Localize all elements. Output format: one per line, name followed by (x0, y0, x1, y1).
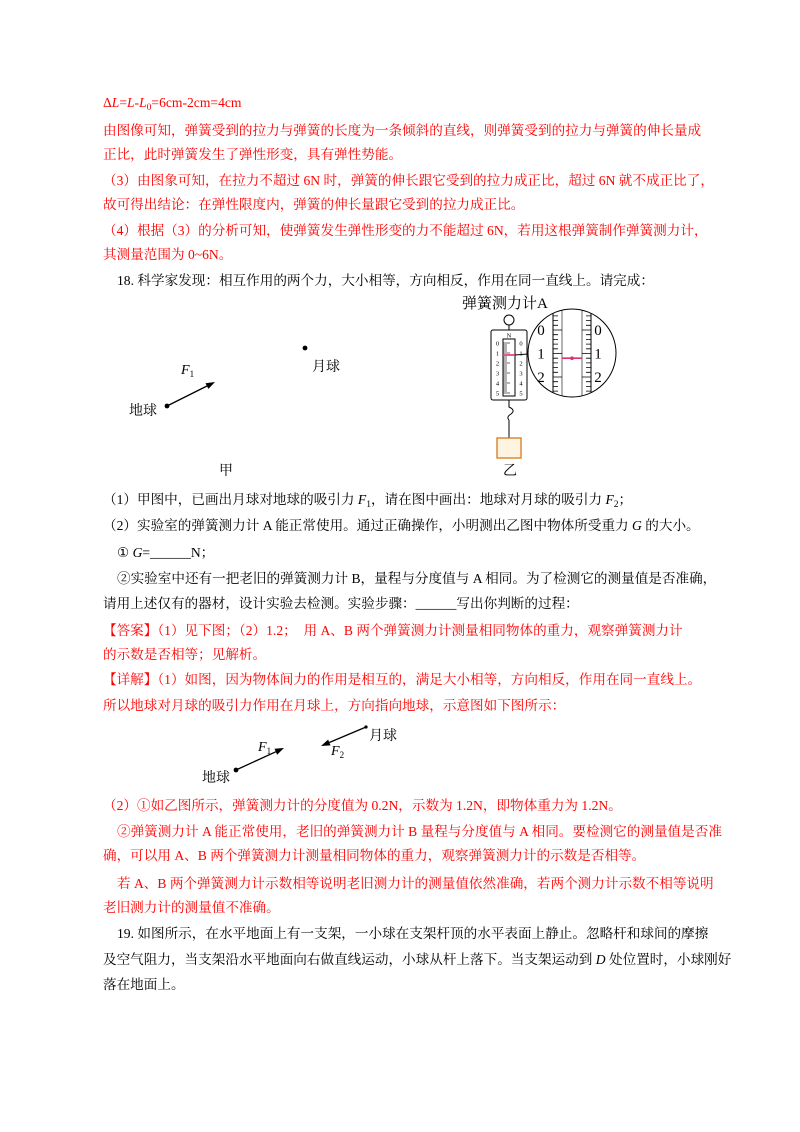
text-run: ① (117, 545, 133, 560)
force-symbol: F (181, 363, 190, 378)
text-run: 的示数是否相等；见解析。 (103, 647, 267, 662)
math-variable: L (139, 95, 147, 110)
text-run: （2）实验室的弹簧测力计 A 能正常使用。通过正确操作，小明测出乙图中物体所受重力 (103, 518, 633, 533)
math-variable: L (126, 95, 135, 110)
force-f1-label (257, 740, 271, 756)
text-run: Δ (103, 95, 112, 110)
force-f1-label (180, 363, 194, 379)
scale-number-left: 0 (495, 340, 500, 348)
text-run: 若 A、B 两个弹簧测力计示数相等说明老旧测力计的测量值依然准确，若两个测力计示数不相等说明 (117, 876, 714, 891)
force-f2-arrowhead (321, 740, 331, 746)
zoom-number-left: 1 (537, 346, 545, 363)
force-index: 2 (339, 750, 345, 760)
subscript: 0 (146, 102, 152, 113)
text-run: 19. 如图所示，在水平地面上有一支架，一小球在支架杆顶的水平表面上静止。忽略杆和球间的摩擦 (117, 926, 709, 941)
text-run: （2）①如乙图所示，弹簧测力计的分度值为 0.2N，示数为 1.2N，即物体重力为 1.2N。 (103, 798, 622, 813)
force-f1-arrowhead (206, 382, 216, 389)
figure-caption-jia: 甲 (219, 464, 233, 479)
subscript: 1 (366, 499, 371, 510)
text-run: ，请在图中画出：地球对月球的吸引力 (370, 492, 606, 507)
text-run: 确，可以用 A、B 两个弹簧测力计测量相同物体的重力，观察弹簧测力计的示数是否相等。 (103, 848, 646, 863)
earth-label: 地球 (202, 771, 230, 786)
math-variable: G (632, 518, 642, 533)
text-run: =______N； (142, 545, 215, 560)
text-run: （3）由图象可知，在拉力不超过 6N 时，弹簧的伸长跟它受到的拉力成正比，超过 6N 就不成正比了， (103, 173, 714, 188)
figure-jia (129, 346, 340, 479)
scale-number-right: 0 (519, 340, 523, 348)
text-run: 18. 科学家发现：相互作用的两个力，大小相等，方向相反，作用在同一直线上。请完成： (117, 273, 654, 288)
moon-label: 月球 (312, 360, 340, 375)
scale-unit-label: N (506, 332, 512, 340)
zoom-number-left: 0 (537, 323, 545, 339)
scale-number-right: 3 (519, 370, 523, 378)
math-variable: L (111, 95, 120, 110)
force-f1-arrow (167, 386, 207, 406)
text-run: （1）甲图中，已画出月球对地球的吸引力 (103, 492, 358, 507)
force-symbol: F (258, 740, 267, 755)
scale-number-right: 2 (519, 360, 523, 368)
math-variable: D (595, 952, 606, 967)
zoom-number-right: 0 (594, 323, 602, 339)
force-f2-label (330, 744, 344, 760)
scale-ring (504, 315, 514, 325)
figure-detail (202, 725, 397, 786)
scale-number-right: 5 (519, 390, 523, 398)
text-run: ； (618, 492, 633, 507)
scale-number-right: 1 (519, 350, 523, 358)
text-run: - (134, 95, 140, 110)
spring-scale-title: 弹簧测力计A (462, 296, 548, 312)
scale-hook (508, 400, 513, 420)
subscript: 2 (613, 499, 619, 510)
figure-yi (462, 295, 616, 479)
math-variable: F (357, 492, 367, 507)
text-run: 其测量范围为 0~6N。 (103, 247, 233, 262)
text-run: 所以地球对月球的吸引力作用在月球上，方向指向地球，示意图如下图所示： (103, 698, 566, 713)
force-symbol: F (331, 744, 340, 759)
text-run: ②实验室中还有一把老旧的弹簧测力计 B，量程与分度值与 A 相同。为了检测它的测量值是否准确， (117, 571, 717, 586)
text-run: =6cm-2cm=4cm (151, 95, 242, 110)
hanging-object (497, 438, 521, 458)
moon-label: 月球 (369, 729, 397, 744)
zoom-number-right: 1 (594, 346, 602, 363)
force-f1-arrowhead (275, 748, 285, 755)
figure-caption-yi: 乙 (503, 464, 517, 479)
scale-slot (503, 339, 515, 396)
text-run: 【答案】（1）见下图；（2）1.2； 用 A、B 两个弹簧测力计测量相同物体的重力，观察弹簧测力计 (103, 623, 683, 638)
math-variable: F (605, 492, 614, 507)
scale-number-left: 3 (495, 370, 500, 378)
scale-number-left: 1 (495, 350, 500, 358)
force-index: 1 (266, 746, 272, 756)
scale-number-left: 2 (495, 360, 500, 368)
text-run: = (119, 95, 127, 110)
text-run: 故可得出结论：在弹性限度内，弹簧的伸长量跟它受到的拉力成正比。 (103, 197, 525, 212)
text-run: 处位置时，小球刚好 (605, 952, 732, 967)
text-run: 的大小。 (641, 518, 700, 533)
zoom-number-right: 2 (594, 370, 602, 386)
earth-label: 地球 (129, 404, 157, 419)
force-f2-arrow (329, 727, 366, 743)
scale-number-right: 4 (519, 380, 523, 388)
moon-dot (303, 346, 308, 351)
text-run: 老旧测力计的测量值不准确。 (103, 900, 280, 915)
text-run: 正比，此时弹簧发生了弹性形变，具有弹性势能。 (103, 147, 403, 162)
zoom-pointer-tip (570, 356, 574, 360)
zoom-number-left: 2 (537, 370, 545, 386)
text-run: 由图像可知，弹簧受到的拉力与弹簧的长度为一条倾斜的直线，则弹簧受到的拉力与弹簧的伸长量成 (103, 123, 702, 138)
math-variable: G (132, 545, 143, 560)
text-run: 落在地面上。 (103, 977, 185, 992)
text-run: 【详解】（1）如图，因为物体间力的作用是相互的，满足大小相等，方向相反，作用在同一直线上。 (103, 672, 702, 687)
force-index: 1 (189, 369, 195, 379)
text-run: ②弹簧测力计 A 能正常使用，老旧的弹簧测力计 B 量程与分度值与 A 相同。要检测它的测量值是否准 (117, 824, 722, 839)
scale-number-left: 5 (495, 390, 500, 398)
text-run: 及空气阻力，当支架沿水平地面向右做直线运动，小球从杆上落下。当支架运动到 (103, 952, 596, 967)
scale-number-left: 4 (495, 380, 500, 388)
text-run: （4）根据（3）的分析可知，使弹簧发生弹性形变的力不能超过 6N，若用这根弹簧制作弹簧测力计， (103, 223, 708, 238)
text-run: 请用上述仅有的器材，设计实验去检测。实验步骤：______写出你判断的过程： (103, 596, 579, 611)
